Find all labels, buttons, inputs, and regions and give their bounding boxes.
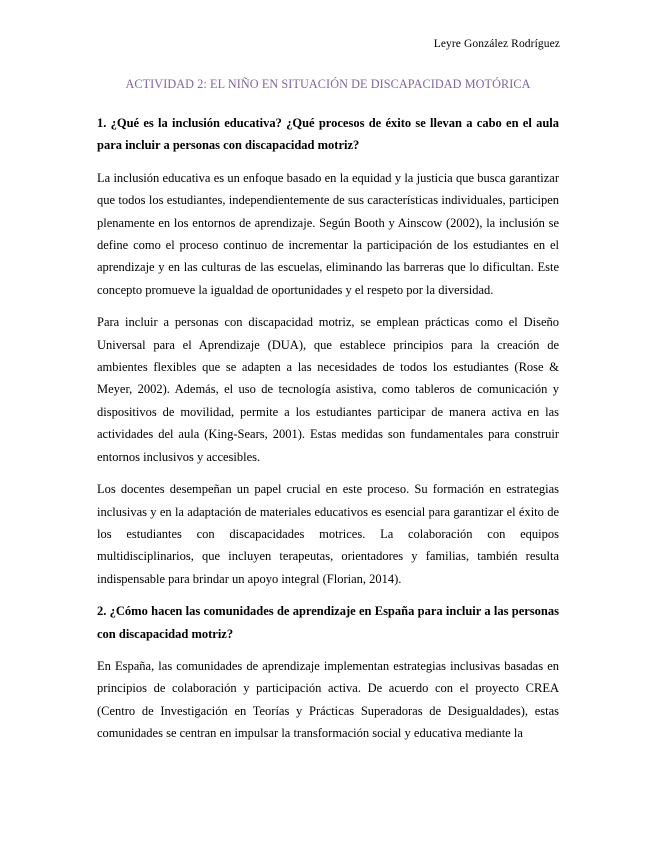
author-header: Leyre González Rodríguez — [433, 38, 560, 50]
paragraph-q2-1: En España, las comunidades de aprendizaje implementan estrategias inclusivas basadas en principios de colaboración y participación activa. De acuerdo con el proyecto CREA (Centro de Investigación en Teorías y Prácticas Superadoras de Desigualdades), estas comunidades se centran en impulsar la transformación social y educativa mediante la — [97, 658, 559, 741]
paragraph-q1-3: Los docentes desempeñan un papel crucial en este proceso. Su formación en estrategias inclusivas y en la adaptación de materiales educativos es esencial para garantizar el éxito de los estudiantes con discapacidades motrices. La colaboración con equipos multidisciplinarios, que incluyen terapeutas, orientadores y familias, también resulta indispensable para brindar un apoyo integral (Florian, 2014). — [97, 482, 559, 586]
question-1: 1. ¿Qué es la inclusión educativa? ¿Qué procesos de éxito se llevan a cabo en el aula para incluir a personas con discapacidad motriz? — [97, 116, 559, 153]
paragraph-q1-1: La inclusión educativa es un enfoque basado en la equidad y la justicia que busca garantizar que todos los estudiantes, independientemente de sus características individuales, participen plenamente en los entornos de aprendizaje. Según Booth y Ainscow (2002), la inclusión se define como el proceso continuo de incrementar la participación de los estudiantes en el aprendizaje y en las culturas de las escuelas, eliminando las barreras que lo dificultan. Este concepto promueve la igualdad de oportunidades y el respeto por la diversidad. — [97, 170, 559, 297]
paragraph-q1-2: Para incluir a personas con discapacidad motriz, se emplean prácticas como el Diseño Universal para el Aprendizaje (DUA), que establece principios para la creación de ambientes flexibles que se adapten a las necesidades de todos los estudiantes (Rose & Meyer, 2002). Además, el uso de tecnología asistiva, como tableros de comunicación y dispositivos de movilidad, permite a los estudiantes participar de manera activa en las actividades del aula (King-Sears, 2001). Estas medidas son fundamentales para construir entornos inclusivos y accesibles. — [97, 315, 559, 464]
document-body — [97, 75, 559, 755]
document-title: ACTIVIDAD 2: EL NIÑO EN SITUACIÓN DE DISCAPACIDAD MOTÓRICA — [125, 77, 531, 91]
question-2: 2. ¿Cómo hacen las comunidades de aprendizaje en España para incluir a las personas con discapacidad motriz? — [97, 604, 559, 641]
